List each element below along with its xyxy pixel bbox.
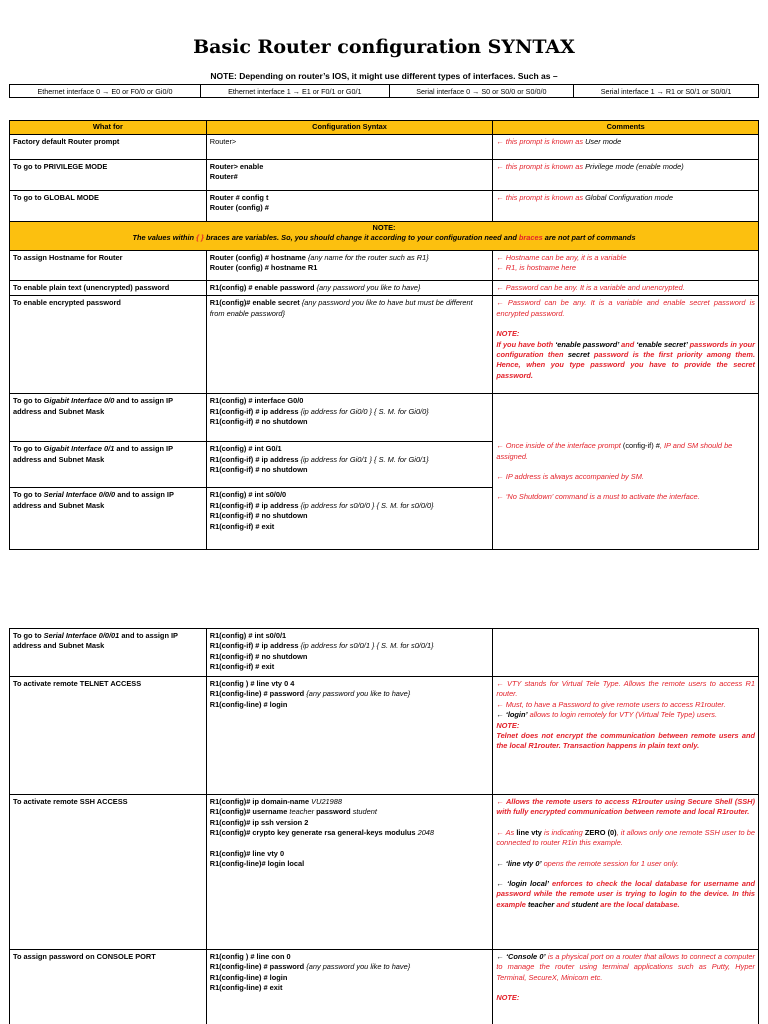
comment-part: , it allows only one remote SSH user to be connected to router R1in this example. bbox=[496, 827, 755, 848]
comment-line: ← VTY stands for Virtual Tele Type. Allows the remote users to access R1 router. bbox=[496, 679, 755, 699]
syntax-text: R1(config-line) # password bbox=[209, 962, 307, 972]
note-text-part: The values within bbox=[132, 233, 197, 243]
syntax-line: Router# bbox=[209, 172, 238, 182]
syntax-variable: {ip address for Gi0/0 } { S. M. for Gi0/0} bbox=[300, 406, 429, 416]
purpose-interface: Serial Interface 0/0/01 bbox=[43, 631, 120, 640]
note-text-part: are not part of commands bbox=[542, 233, 636, 243]
row-syntax bbox=[206, 191, 493, 222]
syntax-variable: {any password you like to have} bbox=[306, 962, 411, 972]
table-row bbox=[10, 795, 759, 950]
row-comment bbox=[493, 160, 759, 191]
syntax-variable: {any password you like to have but must be different from enable password} bbox=[209, 298, 473, 318]
header-syntax: Configuration Syntax bbox=[206, 121, 493, 135]
syntax-line: R1(config-if) # no shutdown bbox=[209, 511, 308, 521]
purpose-part: To go to bbox=[13, 444, 44, 454]
row-purpose: To assign Hostname for Router bbox=[10, 251, 207, 281]
purpose-part: and to assign IP address and Subnet Mask bbox=[13, 490, 174, 510]
table-row bbox=[10, 950, 759, 1024]
row-comment bbox=[493, 191, 759, 222]
syntax-line: R1(config-line) # login bbox=[209, 972, 288, 982]
syntax-text: password bbox=[314, 807, 353, 817]
comment-line bbox=[496, 710, 755, 720]
comment-line bbox=[496, 828, 755, 849]
comment-note bbox=[496, 340, 755, 382]
syntax-line: Router> bbox=[209, 137, 237, 146]
comment-part: passwords in your configuration then bbox=[496, 339, 756, 360]
spacer bbox=[496, 818, 755, 828]
comment-part: ← Once inside of the interface prompt bbox=[496, 441, 623, 451]
comment-term: ← ‘Console 0’ bbox=[496, 952, 546, 961]
row-comment: ← Password can be any. It is a variable and unencrypted. bbox=[493, 281, 759, 296]
note-label: NOTE: bbox=[496, 329, 520, 339]
syntax-line: R1(config-if) # no shutdown bbox=[209, 651, 308, 661]
syntax-line: R1(config-if) # exit bbox=[209, 521, 275, 531]
syntax-variable: {ip address for s0/0/1 } { S. M. for s0/0/1} bbox=[300, 641, 434, 651]
row-comment bbox=[493, 677, 759, 795]
table-row bbox=[10, 281, 759, 296]
note-label: NOTE: bbox=[496, 720, 520, 730]
comment-term: User mode bbox=[585, 137, 622, 146]
spacer bbox=[496, 319, 755, 329]
interface-cell: Ethernet interface 0 → E0 or F0/0 or Gi0/0 bbox=[10, 85, 201, 98]
syntax-text: R1(config-if) # ip address bbox=[209, 406, 301, 416]
spacer bbox=[496, 482, 755, 492]
purpose-part: To go to bbox=[13, 631, 44, 640]
row-purpose: To activate remote TELNET ACCESS bbox=[10, 677, 207, 795]
row-purpose: To enable plain text (unencrypted) password bbox=[10, 281, 207, 296]
syntax-line bbox=[210, 501, 490, 511]
comment-line: ← Allows the remote users to access R1router using Secure Shell (SSH) with fully encrypted communication between remote and local R1router. bbox=[496, 797, 755, 817]
comment-term: ZERO (0) bbox=[584, 827, 617, 837]
comment-term: ← ‘login’ bbox=[496, 710, 528, 720]
syntax-line bbox=[210, 407, 490, 417]
syntax-text: R1(config)# crypto key generate rsa general-keys modulus bbox=[209, 828, 418, 838]
row-comment bbox=[493, 629, 759, 677]
syntax-variable: student bbox=[352, 807, 377, 817]
comment-part: enforces to check the local database for username and password while the remote user is trying to login to the device. In this example bbox=[496, 879, 755, 909]
comment-term: student bbox=[571, 899, 599, 909]
comment-term: line vty bbox=[516, 827, 542, 837]
table-row bbox=[10, 629, 759, 677]
syntax-text: R1(config-line) # password bbox=[209, 689, 307, 699]
syntax-variable: {any password you like to have} bbox=[306, 689, 411, 699]
row-syntax bbox=[206, 251, 493, 281]
syntax-line bbox=[210, 641, 490, 651]
note-label: NOTE: bbox=[372, 223, 396, 232]
table-row bbox=[10, 296, 759, 394]
spacer bbox=[496, 462, 755, 472]
syntax-line: R1(config-line)# login local bbox=[209, 859, 305, 869]
interface-note: NOTE: Depending on router’s IOS, it might use different types of interfaces. Such as – bbox=[210, 71, 558, 81]
row-purpose bbox=[10, 629, 207, 677]
row-syntax bbox=[206, 629, 493, 677]
comment-term: secret bbox=[567, 350, 590, 360]
comment-line bbox=[496, 859, 755, 869]
row-comment bbox=[493, 296, 759, 394]
syntax-line bbox=[210, 828, 490, 838]
syntax-text: R1(config-if) # ip address bbox=[209, 641, 301, 651]
row-purpose: To enable encrypted password bbox=[10, 296, 207, 394]
syntax-text: R1(config) # enable password bbox=[209, 283, 317, 292]
spacer bbox=[496, 869, 755, 879]
syntax-line: R1(config-if) # no shutdown bbox=[209, 465, 308, 475]
comment-line: Telnet does not encrypt the communication between remote users and the local R1router. Transaction happens in plain text only. bbox=[496, 731, 755, 751]
table-row bbox=[10, 394, 759, 442]
syntax-text: R1(config)# enable secret bbox=[209, 298, 302, 308]
purpose-interface: Gigabit Interface 0/0 bbox=[43, 396, 115, 406]
comment-part: ← As bbox=[496, 827, 517, 837]
comment-term: ‘enable password’ bbox=[555, 339, 620, 349]
note-text-part: braces are variables. So, you should change it according to your configuration need and bbox=[203, 233, 519, 243]
table-row bbox=[10, 251, 759, 281]
table-row bbox=[10, 191, 759, 222]
syntax-variable: {ip address for Gi0/1 } { S. M. for Gi0/1} bbox=[300, 454, 429, 464]
interface-cell: Ethernet interface 1 → E1 or F0/1 or G0/1 bbox=[200, 85, 389, 98]
syntax-line: R1(config)# ip ssh version 2 bbox=[209, 817, 309, 827]
comment-part: and bbox=[619, 339, 637, 349]
note-label: NOTE: bbox=[496, 993, 520, 1003]
comment-part: allows to login remotely for VTY (Virtual Tele Type) users. bbox=[527, 710, 718, 720]
row-purpose bbox=[10, 488, 207, 550]
syntax-variable: {any password you like to have} bbox=[316, 283, 421, 292]
row-purpose: Factory default Router prompt bbox=[10, 135, 207, 160]
syntax-text: R1(config)# ip domain-name bbox=[209, 797, 312, 806]
spacer bbox=[210, 839, 490, 849]
purpose-part: To go to bbox=[13, 490, 44, 500]
syntax-line bbox=[210, 797, 490, 807]
comment-term: ← ‘login local’ bbox=[496, 879, 549, 889]
comment-term: teacher bbox=[527, 899, 555, 909]
syntax-line: Router (config) # bbox=[209, 203, 269, 213]
row-syntax bbox=[206, 442, 493, 488]
syntax-line bbox=[210, 962, 490, 972]
syntax-line bbox=[210, 253, 490, 263]
row-syntax bbox=[206, 296, 493, 394]
comment-part: is indicating bbox=[541, 827, 585, 837]
syntax-line: R1(config) # int G0/1 bbox=[209, 444, 282, 454]
syntax-line bbox=[210, 455, 490, 465]
comment-part: password is the first priority among them. Hence, when you type password you have to provide the secret password. bbox=[496, 350, 755, 380]
syntax-variable: {any name for the router such as R1} bbox=[307, 253, 429, 262]
row-purpose: To activate remote SSH ACCESS bbox=[10, 795, 207, 950]
variables-note bbox=[10, 222, 759, 251]
comment-term: Privilege mode (enable mode) bbox=[585, 162, 684, 171]
purpose-part: and to assign IP address and Subnet Mask bbox=[13, 631, 178, 651]
row-syntax bbox=[206, 394, 493, 442]
row-purpose bbox=[10, 442, 207, 488]
comment-term: ‘enable secret’ bbox=[636, 339, 688, 349]
syntax-line: Router> enable bbox=[209, 162, 264, 171]
row-syntax bbox=[206, 160, 493, 191]
row-syntax bbox=[206, 281, 493, 296]
syntax-text: R1(config-if) # ip address bbox=[209, 454, 301, 464]
syntax-table-continued bbox=[9, 628, 759, 1024]
comment-text: ← this prompt is known as bbox=[496, 193, 586, 202]
interface-cell: Serial interface 0 → S0 or S0/0 or S0/0/0 bbox=[389, 85, 573, 98]
row-syntax bbox=[206, 488, 493, 550]
comment-part: opens the remote session for 1 user only. bbox=[541, 858, 679, 868]
syntax-text: R1(config-if) # ip address bbox=[209, 500, 301, 510]
syntax-text: Router (config) # hostname bbox=[209, 253, 308, 262]
syntax-line: R1(config) # int s0/0/0 bbox=[209, 490, 287, 500]
syntax-line bbox=[210, 689, 490, 699]
note-text bbox=[132, 233, 635, 242]
purpose-interface: Serial Interface 0/0/0 bbox=[43, 490, 116, 500]
comment-part: are the local database. bbox=[598, 899, 680, 909]
syntax-line bbox=[210, 807, 490, 817]
comment-term: (config-if) # bbox=[622, 441, 660, 451]
comment-term: ← ‘line vty 0’ bbox=[496, 858, 542, 868]
interface-table bbox=[9, 84, 759, 98]
syntax-line: R1(config) # int s0/0/1 bbox=[209, 631, 287, 640]
syntax-line: R1(config-if) # exit bbox=[209, 662, 275, 672]
row-syntax bbox=[206, 795, 493, 950]
comment-text: ← this prompt is known as bbox=[496, 137, 586, 146]
syntax-line: R1(config ) # line vty 0 4 bbox=[209, 679, 295, 688]
row-purpose: To go to PRIVILEGE MODE bbox=[10, 160, 207, 191]
interface-comment bbox=[493, 394, 759, 550]
comment-part: , IP and SM should be assigned. bbox=[496, 441, 733, 461]
table-row bbox=[10, 677, 759, 795]
brace-symbol: { } bbox=[196, 233, 204, 243]
syntax-line: Router (config) # hostname R1 bbox=[209, 263, 318, 273]
row-comment bbox=[493, 795, 759, 950]
syntax-line: R1(config-line) # exit bbox=[209, 983, 283, 993]
spacer bbox=[496, 983, 755, 993]
syntax-variable: {ip address for s0/0/0 } { S. M. for s0/0/0} bbox=[300, 500, 434, 510]
comment-line: ← Password can be any. It is a variable and enable secret password is encrypted password. bbox=[496, 298, 755, 318]
row-purpose: To go to GLOBAL MODE bbox=[10, 191, 207, 222]
purpose-part: and to assign IP address and Subnet Mask bbox=[13, 444, 173, 464]
comment-part: is a physical port on a router that allows to connect a computer to manage the router using terminal applications such as Putty, Hyper Terminal, SecureX, Minicom etc. bbox=[496, 952, 756, 982]
purpose-interface: Gigabit Interface 0/1 bbox=[43, 444, 115, 454]
comment-part: and bbox=[554, 899, 572, 909]
row-syntax bbox=[206, 135, 493, 160]
header-what: What for bbox=[10, 121, 207, 135]
row-comment bbox=[493, 950, 759, 1024]
comment-term: Global Configuration mode bbox=[585, 193, 673, 202]
table-row bbox=[10, 135, 759, 160]
syntax-line: Router # config t bbox=[209, 193, 269, 202]
purpose-part: and to assign IP address and Subnet Mask bbox=[13, 396, 173, 416]
spacer bbox=[496, 849, 755, 859]
table-row bbox=[10, 160, 759, 191]
syntax-line: R1(config)# line vty 0 bbox=[209, 848, 285, 858]
purpose-part: To go to bbox=[13, 396, 44, 406]
comment-line: ← R1, is hostname here bbox=[496, 263, 577, 273]
syntax-variable: 2048 bbox=[417, 828, 435, 838]
syntax-variable: teacher bbox=[289, 807, 315, 817]
syntax-line: R1(config) # interface G0/0 bbox=[209, 396, 304, 406]
row-syntax bbox=[206, 677, 493, 795]
row-comment bbox=[493, 135, 759, 160]
syntax-line: R1(config ) # line con 0 bbox=[209, 952, 291, 961]
syntax-variable: VU21988 bbox=[311, 797, 342, 806]
comment-text: ← this prompt is known as bbox=[496, 162, 586, 171]
row-syntax bbox=[206, 950, 493, 1024]
row-purpose bbox=[10, 394, 207, 442]
variables-note-cell bbox=[10, 222, 759, 251]
comment-line: ← IP address is always accompanied by SM. bbox=[496, 471, 644, 481]
comment-line bbox=[496, 879, 755, 910]
syntax-line: R1(config-if) # no shutdown bbox=[209, 417, 308, 427]
comment-line: ← Must, to have a Password to give remote users to access R1router. bbox=[496, 699, 726, 709]
comment-line: ← ‘No Shutdown’ command is a must to activate the interface. bbox=[496, 492, 700, 502]
comment-line bbox=[496, 952, 755, 983]
row-comment bbox=[493, 251, 759, 281]
braces-word: braces bbox=[518, 233, 543, 243]
header-comments: Comments bbox=[493, 121, 759, 135]
syntax-text: R1(config)# username bbox=[209, 807, 290, 817]
comment-line: ← Hostname can be any, it is a variable bbox=[496, 253, 627, 262]
comment-line bbox=[496, 441, 755, 462]
interface-cell: Serial interface 1 → R1 or S0/1 or S0/0/1 bbox=[574, 85, 759, 98]
page-title: Basic Router configuration SYNTAX bbox=[193, 36, 575, 58]
syntax-line: R1(config-line) # login bbox=[209, 699, 288, 709]
syntax-table bbox=[9, 120, 759, 550]
row-purpose: To assign password on CONSOLE PORT bbox=[10, 950, 207, 1024]
comment-part: If you have both bbox=[496, 339, 556, 349]
